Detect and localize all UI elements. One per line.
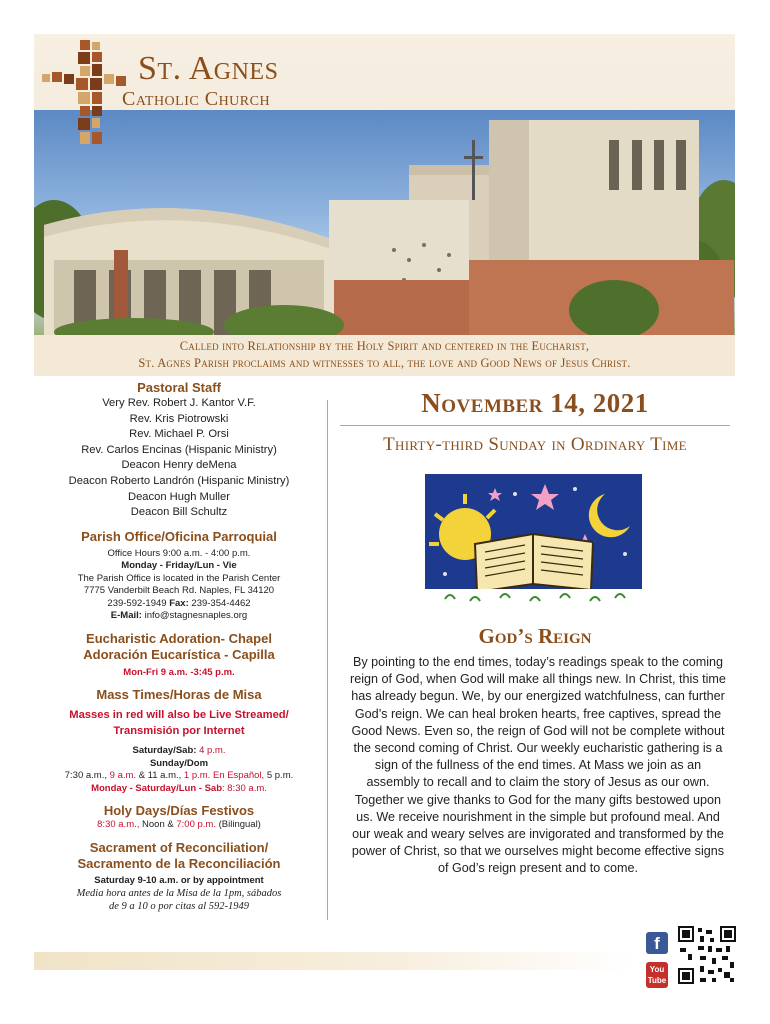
adoration-heading-1: Eucharistic Adoration- Chapel bbox=[86, 630, 272, 646]
main-column bbox=[340, 386, 730, 876]
sunday-time: 5 p.m. bbox=[266, 770, 294, 782]
parish-info-column bbox=[34, 380, 324, 913]
office-email-line bbox=[34, 610, 324, 623]
reconciliation-heading-2: Sacramento de la Reconciliación bbox=[77, 855, 281, 871]
sunday-time: & 11 a.m., bbox=[138, 770, 182, 782]
church-illustration bbox=[34, 110, 735, 336]
tagline-line2: St. Agnes Parish proclaims and witnesses to all, the love and Good News of Jesus Christ. bbox=[138, 356, 631, 370]
holy-day-time: 7:00 p.m. bbox=[176, 819, 216, 831]
sunday-mass-times bbox=[34, 770, 324, 783]
staff-member: Deacon Roberto Landrón (Hispanic Ministry) bbox=[68, 474, 290, 487]
weekday-label: Monday - Saturday/Lun - Sab bbox=[91, 782, 222, 794]
bulletin-date: November 14, 2021 bbox=[421, 388, 649, 418]
reconciliation-heading-1: Sacrament of Reconciliation/ bbox=[89, 839, 269, 855]
adoration-times: Mon-Fri 9 a.m. -3:45 p.m. bbox=[123, 666, 235, 678]
footer-band bbox=[34, 952, 634, 970]
church-photo bbox=[34, 110, 735, 336]
staff-member: Deacon Hugh Muller bbox=[128, 490, 230, 503]
pastoral-staff-heading: Pastoral Staff bbox=[137, 380, 221, 395]
saturday-mass bbox=[34, 745, 324, 758]
date-rule bbox=[340, 425, 730, 426]
church-title: St. Agnes bbox=[138, 50, 279, 87]
office-days: Monday - Friday/Lun - Vie bbox=[121, 560, 237, 572]
tagline-line1: Called into Relationship by the Holy Spirit and centered in the Eucharist, bbox=[179, 339, 590, 353]
sunday-time: 7:30 a.m., bbox=[64, 770, 107, 782]
liturgical-sunday: Thirty-third Sunday in Ordinary Time bbox=[383, 434, 687, 455]
holy-days-heading: Holy Days/Días Festivos bbox=[103, 803, 255, 819]
reconciliation-note-1: Media hora antes de la Misa de la 1pm, sábados bbox=[76, 888, 282, 900]
cross-logo bbox=[40, 38, 130, 148]
staff-member: Rev. Michael P. Orsi bbox=[129, 428, 229, 441]
holy-day-note: (Bilingual) bbox=[218, 819, 261, 831]
fax-label: Fax: bbox=[169, 597, 189, 609]
stream-note-2: Transmisión por Internet bbox=[113, 724, 245, 737]
mass-times-heading: Mass Times/Horas de Misa bbox=[96, 687, 262, 703]
stream-note-1: Masses in red will also be Live Streamed/ bbox=[69, 709, 289, 722]
parish-office-heading: Parish Office/Oficina Parroquial bbox=[81, 528, 277, 544]
reconciliation-note-2: de 9 a 10 o por citas al 592-1949 bbox=[109, 901, 249, 913]
article-title: God’s Reign bbox=[478, 624, 592, 648]
facebook-icon[interactable]: f bbox=[646, 932, 668, 954]
mission-tagline bbox=[34, 335, 735, 376]
adoration-heading-2: Adoración Eucarística - Capilla bbox=[83, 646, 275, 662]
staff-member: Rev. Carlos Encinas (Hispanic Ministry) bbox=[81, 443, 277, 456]
sunday-time: 9 a.m. bbox=[109, 770, 137, 782]
holy-day-time: Noon & bbox=[142, 819, 174, 831]
weekday-mass bbox=[34, 783, 324, 796]
office-phone: 239-592-1949 bbox=[107, 597, 167, 609]
office-address: 7775 Vanderbilt Beach Rd. Naples, FL 34120 bbox=[83, 585, 275, 597]
office-hours: Office Hours 9:00 a.m. - 4:00 p.m. bbox=[107, 547, 251, 559]
church-subtitle: Catholic Church bbox=[122, 88, 271, 110]
office-phone-line bbox=[34, 598, 324, 611]
bible-illustration bbox=[425, 474, 642, 611]
sunday-label: Sunday/Dom bbox=[149, 757, 209, 769]
youtube-label-top: You bbox=[649, 965, 665, 974]
youtube-label-bottom: Tube bbox=[647, 976, 667, 985]
reconciliation-times: Saturday 9-10 a.m. or by appointment bbox=[94, 874, 264, 886]
column-divider bbox=[327, 400, 328, 920]
office-email: info@stagnesnaples.org bbox=[144, 610, 248, 622]
staff-member: Deacon Bill Schultz bbox=[130, 506, 228, 519]
qr-code-icon[interactable] bbox=[676, 924, 738, 986]
holy-days-times bbox=[34, 819, 324, 832]
office-location: The Parish Office is located in the Parish Center bbox=[77, 572, 281, 584]
holy-day-time: 8:30 a.m., bbox=[97, 819, 140, 831]
youtube-icon[interactable] bbox=[646, 962, 668, 988]
staff-member: Very Rev. Robert J. Kantor V.F. bbox=[102, 397, 256, 409]
weekday-time: : 8:30 a.m. bbox=[222, 782, 267, 794]
saturday-label: Saturday/Sab: bbox=[132, 745, 197, 757]
sunday-time: 1 p.m. En Español, bbox=[183, 770, 265, 782]
staff-member: Deacon Henry deMena bbox=[121, 459, 237, 472]
staff-member: Rev. Kris Piotrowski bbox=[129, 412, 229, 425]
email-label: E-Mail: bbox=[110, 610, 142, 622]
saturday-time: 4 p.m. bbox=[199, 745, 226, 757]
article-body: By pointing to the end times, today’s readings speak to the coming reign of God, when God will make all things new. In Christ, this time has already begun. We, by our energized watchfulness, can further God’s reign. We can heal broken hearts, free captives, spread the Good News. Even so, the reign of God will not be complete without the second coming of Christ. Our weekly eucharistic gathering is a sign of the fullness of the end times. At Mass we join as an assembly to recall and to claim the story of Jesus as our own. Together we give thanks to God for the many gifts bestowed upon us. We receive nourishment in the simple but profound meal. And our weak and weary selves are invigorated and transformed by the power of Christ, so that we ourselves might become effective signs of God’s reign present and to come. bbox=[350, 655, 726, 876]
office-fax: 239-354-4462 bbox=[191, 597, 251, 609]
